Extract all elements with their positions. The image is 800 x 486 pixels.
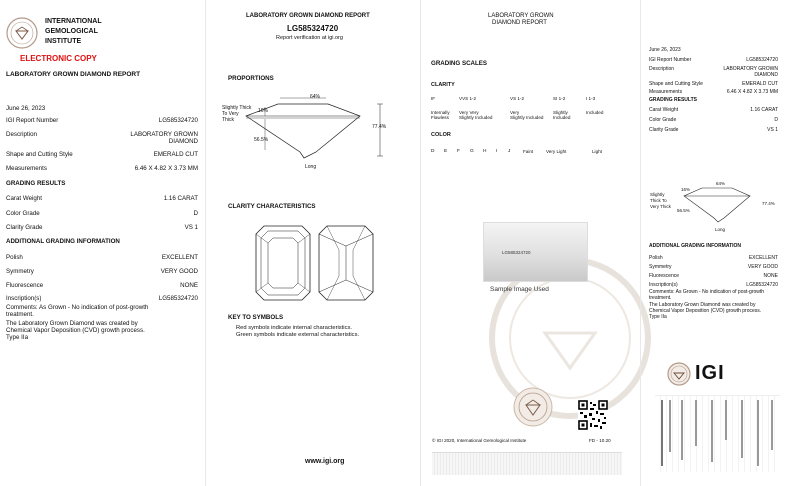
clarity-grade: VVS 1-2 [459,96,477,101]
color-letter: D [431,149,435,154]
report-title: LABORATORY GROWN DIAMOND REPORT [6,71,141,78]
org-name-line1: INTERNATIONAL [45,18,102,25]
comments-line: The Laboratory Grown Diamond was created by [6,320,138,327]
clarity-grade: SI 1-2 [553,96,566,101]
right-comments-line: Comments: As Grown - No indication of post-growth [649,289,765,295]
clarity-scale-title: CLARITY [431,82,455,88]
color-letter: H [483,149,487,154]
clarity-desc: Slightly Included [510,115,544,120]
proportions-title: PROPORTIONS [228,75,274,82]
culet-label: Long [305,164,317,170]
right-comments-line: treatment. [649,295,672,301]
color-letter: E [444,149,448,154]
right-comments-line: Chemical Vapor Deposition (CVD) growth process. [649,308,762,314]
clarity-characteristics-title: CLARITY CHARACTERISTICS [228,203,316,210]
right-date: June 26, 2023 [649,47,681,53]
color-letter: F [457,149,460,154]
report-date: June 26, 2023 [6,105,46,112]
stub-text-line [771,400,773,450]
girdle-label: Slightly Thick [222,105,252,111]
right-table-percentage: 64% [716,181,726,186]
stub-text-line [741,400,743,458]
clarity-desc: Included [586,110,604,115]
color-letter: G [470,149,474,154]
sample-image [483,222,588,282]
org-name-line2: GEMOLOGICAL [45,28,98,35]
clarity-grade: I 1-3 [586,96,596,101]
clarity-desc: Slightly [553,110,568,115]
center-report-title: LABORATORY GROWN DIAMOND REPORT [246,13,370,19]
security-strip [432,452,622,475]
grading-results-title: GRADING RESULTS [6,180,66,187]
clarity-grade: VS 1-2 [510,96,525,101]
key-line: Red symbols indicate internal characteristics. [236,325,352,331]
color-desc: Faint [523,149,534,154]
verification-text: Report verification at igi.org [276,35,343,41]
right-comments-line: The Laboratory Grown Diamond was created by [649,302,756,308]
clarity-grade: IF [431,96,436,101]
additional-info-title: ADDITIONAL GRADING INFORMATION [6,238,120,245]
color-letter: J [508,149,511,154]
panel-divider [420,0,421,486]
comments-line: Type IIa [6,334,29,341]
panel-divider [640,0,641,486]
clarity-plot-crown [256,226,310,300]
sample-caption: Sample Image Used [490,286,549,293]
website-link[interactable]: www.igi.org [305,458,345,465]
form-code: FD - 10.20 [589,438,611,443]
rotated-stub [655,395,780,472]
stub-text-line [661,400,663,466]
clarity-plot-pavilion [319,226,373,300]
color-desc: Very Light [546,149,567,154]
clarity-desc: Flawless [431,115,449,120]
comments-line: Chemical Vapor Deposition (CVD) growth process. [6,327,145,334]
sample-inscription: LG585324720 [502,250,531,255]
clarity-desc: Slightly Included [459,115,493,120]
clarity-desc: Internally [431,110,450,115]
qr-code[interactable] [578,400,608,430]
org-name-line3: INSTITUTE [45,38,82,45]
right-depth-percentage: 77.4% [762,201,775,206]
igi-logo-text: IGI [695,362,725,384]
clarity-desc: Included [553,115,571,120]
table-percentage: 64% [310,94,321,100]
comments-line: Comments: As Grown - No indication of post-growth [6,304,149,311]
color-scale-title: COLOR [431,132,451,138]
igi-logo-seal [667,362,691,386]
comments-line: treatment. [6,311,34,318]
right-crown-percentage: 16% [681,187,691,192]
right-grading-results-title: GRADING RESULTS [649,97,697,103]
right-pavilion-percentage: 56.5% [677,208,690,213]
key-line: Green symbols indicate external characteristics. [236,332,360,338]
girdle-label: Thick [222,117,234,123]
right-girdle-label: Slightly [650,192,665,197]
grading-scales-title: GRADING SCALES [431,60,488,67]
stub-text-line [725,400,727,440]
igi-seal-small [513,387,553,427]
stub-text-line [757,400,759,466]
stub-text-line [711,400,713,462]
color-desc: Light [592,149,602,154]
pavilion-percentage: 56.5% [254,137,269,143]
scales-title-line2: DIAMOND REPORT [492,20,547,26]
stub-text-line [695,400,697,446]
scales-title-line1: LABORATORY GROWN [488,13,554,19]
color-letter: I [496,149,498,154]
stub-text-line [681,400,683,460]
right-comments-line: Type IIa [649,314,667,320]
igi-seal-logo [6,17,38,49]
key-to-symbols-title: KEY TO SYMBOLS [228,314,284,321]
right-girdle-label: Very Thick [650,204,671,209]
clarity-desc: Very Very [459,110,479,115]
stub-text-line [669,400,671,452]
electronic-copy-label: ELECTRONIC COPY [20,54,97,63]
copyright-text: © IGI 2020, International Gemological Institute [432,438,527,443]
right-girdle-label: Thick To [650,198,667,203]
girdle-label: To Very [222,111,239,117]
crown-percentage: 16% [258,108,269,114]
panel-divider [205,0,206,486]
clarity-desc: Very [510,110,520,115]
depth-percentage: 77.4% [372,124,387,130]
center-report-number: LG585324720 [287,24,339,33]
right-culet-label: Long [715,227,726,232]
right-additional-title: ADDITIONAL GRADING INFORMATION [649,243,742,249]
